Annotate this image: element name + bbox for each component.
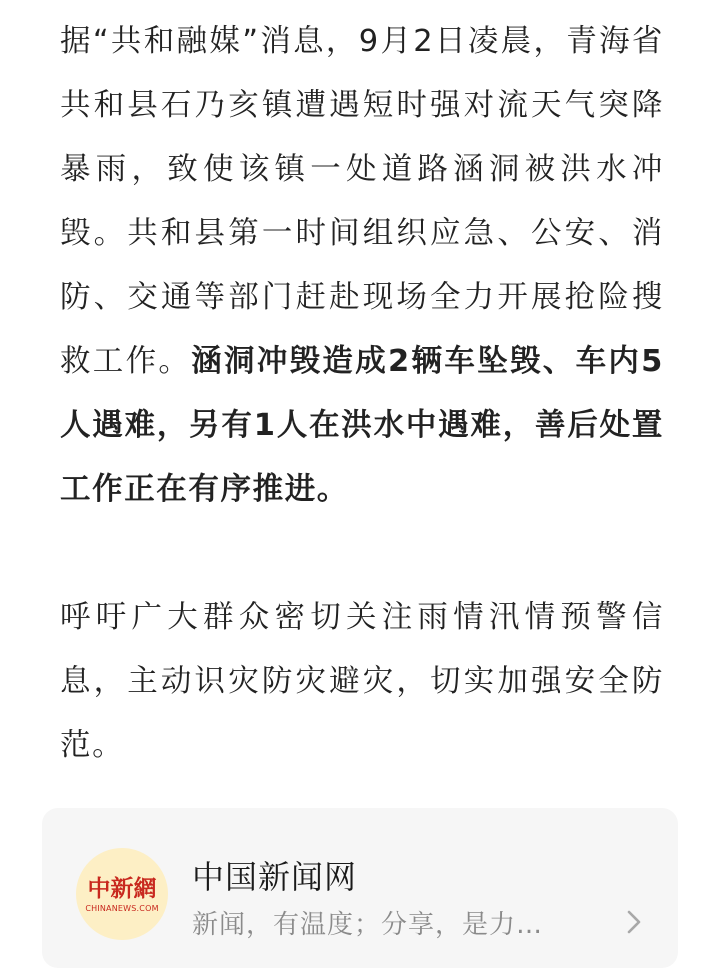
paragraph-1-bold-text: 涵洞冲毁造成2辆车坠毁、车内5人遇难，另有1人在洪水中遇难，善后处置工作正在有序推进。 <box>60 344 664 507</box>
source-slogan: 新闻，有温度；分享，是力… <box>192 910 544 940</box>
article-body <box>60 0 664 778</box>
source-name: 中国新闻网 <box>192 858 358 896</box>
logo-text: 中新網 <box>87 875 157 902</box>
source-account-card[interactable] <box>42 808 678 968</box>
chevron-right-icon[interactable] <box>620 906 648 938</box>
paragraph-1-text: 据“共和融媒”消息，9月2日凌晨，青海省共和县石乃亥镇遭遇短时强对流天气突降暴雨，致使该镇一处道路涵洞被洪水冲毁。共和县第一时间组织应急、公安、消防、交通等部门赶赴现场全力开展抢险搜救工作。 <box>60 24 664 379</box>
logo-subtext: CHINANEWS.COM <box>85 904 159 913</box>
chinanews-logo <box>76 848 168 940</box>
article-paragraph-2: 呼吁广大群众密切关注雨情汛情预警信息，主动识灾防灾避灾，切实加强安全防范。 <box>60 600 664 763</box>
article-paragraph-1 <box>60 0 664 522</box>
